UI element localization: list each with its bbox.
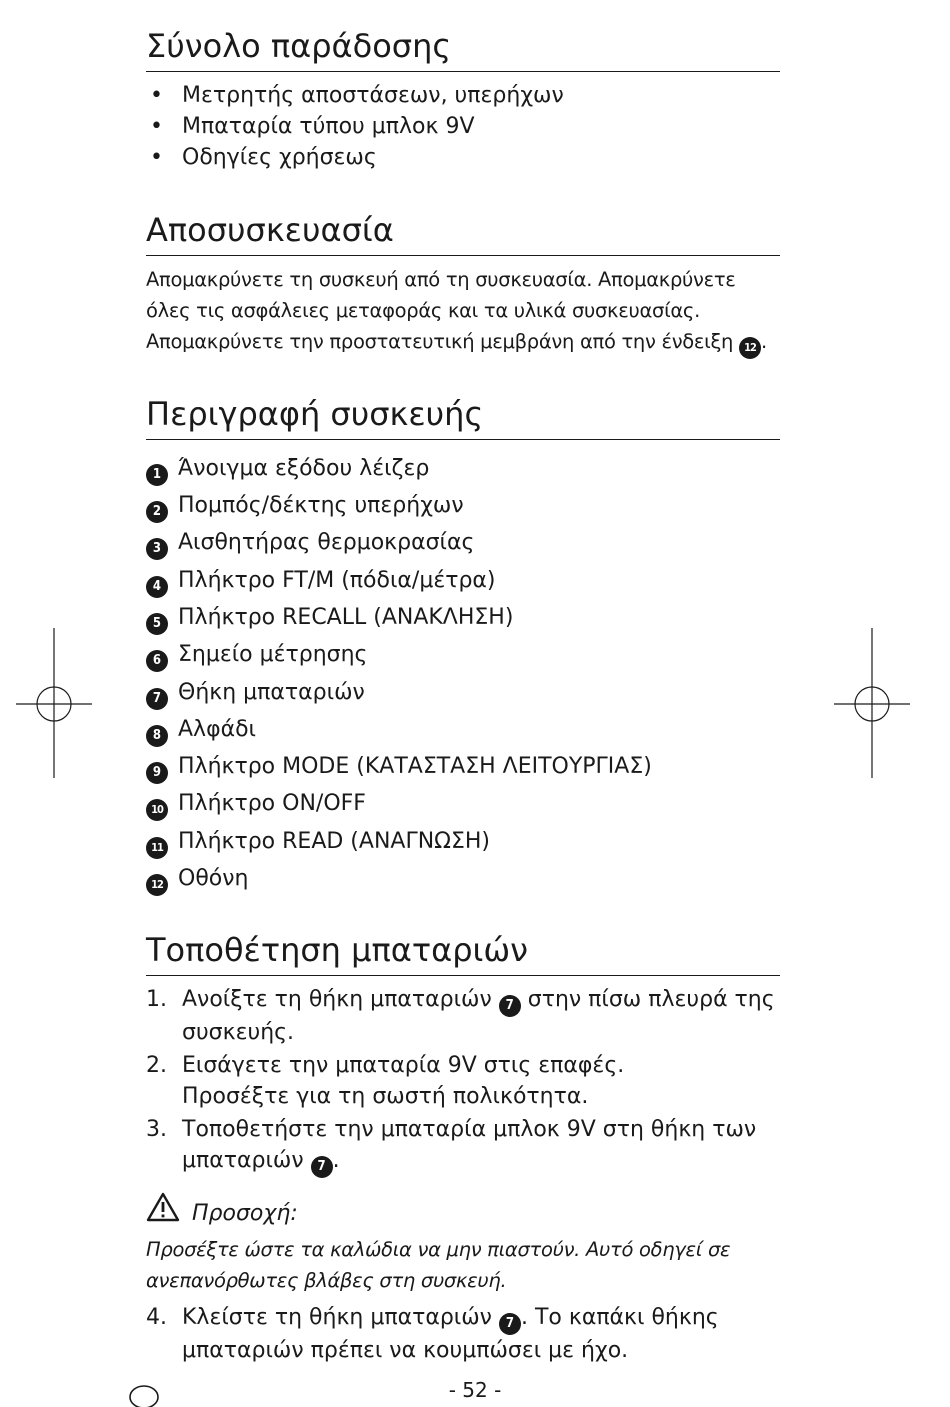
list-item: 11 Πλήκτρο READ (ΑΝΑΓΝΩΣΗ) bbox=[146, 823, 780, 860]
part-number-icon: 8 bbox=[146, 725, 168, 747]
part-number-icon: 1 bbox=[146, 464, 168, 486]
ref-number-icon: 7 bbox=[499, 1313, 521, 1335]
list-item: 1. Ανοίξτε τη θήκη μπαταριών 7 στην πίσω πλευρά της συσκευής. bbox=[146, 986, 775, 1045]
part-number-icon: 5 bbox=[146, 613, 168, 635]
list-item: 9 Πλήκτρο MODE (ΚΑΤΑΣΤΑΣΗ ΛΕΙΤΟΥΡΓΙΑΣ) bbox=[146, 748, 780, 785]
list-item: 6 Σημείο μέτρησης bbox=[146, 636, 780, 673]
warning-box bbox=[146, 1192, 780, 1296]
crop-mark-right-icon bbox=[834, 628, 910, 778]
section-title-description: Περιγραφή συσκευής bbox=[146, 396, 780, 440]
page-number: - 52 - bbox=[448, 1378, 502, 1402]
part-number-icon: 6 bbox=[146, 650, 168, 672]
section-description bbox=[146, 396, 780, 897]
list-item: • Μπαταρία τύπου μπλοκ 9V bbox=[146, 111, 780, 142]
list-item: 5 Πλήκτρο RECALL (ΑΝΑΚΛΗΣΗ) bbox=[146, 599, 780, 636]
list-item: 8 Αλφάδι bbox=[146, 711, 780, 748]
delivery-list bbox=[146, 80, 780, 173]
list-item: 2 Πομπός/δέκτης υπερήχων bbox=[146, 487, 780, 524]
list-item: 4. Κλείστε τη θήκη μπαταριών 7 . Το καπάκι θήκης μπαταριών πρέπει να κουμπώσει με ήχο. bbox=[146, 1305, 719, 1363]
part-number-icon: 11 bbox=[146, 837, 168, 859]
warning-triangle-icon bbox=[146, 1192, 180, 1222]
part-number-icon: 4 bbox=[146, 576, 168, 598]
section-title-battery: Τοποθέτηση μπαταριών bbox=[146, 932, 780, 976]
part-number-icon: 10 bbox=[146, 799, 168, 821]
unpacking-text: Απομακρύνετε τη συσκευή από τη συσκευασία. Απομακρύνετε όλες τις ασφάλειες μεταφοράς και τα υλικά συσκευασίας. Απομακρύνετε την προστατευτική μεμβράνη από την ένδειξη 12 . bbox=[146, 264, 780, 359]
battery-steps bbox=[146, 984, 780, 1178]
list-item: 1 Άνοιγμα εξόδου λέιζερ bbox=[146, 450, 780, 487]
part-number-icon: 2 bbox=[146, 501, 168, 523]
list-item: 3 Αισθητήρας θερμοκρασίας bbox=[146, 524, 780, 561]
ref-number-icon: 7 bbox=[311, 1156, 333, 1178]
part-number-icon: 12 bbox=[146, 874, 168, 896]
section-title-delivery: Σύνολο παράδοσης bbox=[146, 28, 780, 72]
ref-number-icon: 7 bbox=[499, 995, 521, 1017]
bullet-icon: • bbox=[150, 144, 163, 170]
part-number-icon: 3 bbox=[146, 538, 168, 560]
section-unpacking bbox=[146, 212, 780, 359]
list-item: 3. Τοποθετήστε την μπαταρία μπλοκ 9V στη θήκη των μπαταριών 7 . bbox=[146, 1114, 780, 1178]
part-number-icon: 9 bbox=[146, 762, 168, 784]
list-item: • Μετρητής αποστάσεων, υπερήχων bbox=[146, 80, 780, 111]
list-item: 12 Οθόνη bbox=[146, 860, 780, 897]
bullet-icon: • bbox=[150, 113, 163, 139]
list-item: 7 Θήκη μπαταριών bbox=[146, 674, 780, 711]
list-item: 4 Πλήκτρο FT/M (πόδια/μέτρα) bbox=[146, 562, 780, 599]
section-battery bbox=[146, 932, 780, 1180]
list-item: • Οδηγίες χρήσεως bbox=[146, 142, 780, 173]
section-delivery bbox=[146, 28, 780, 173]
list-item: 2. Εισάγετε την μπαταρία 9V στις επαφές. Προσέξτε για τη σωστή πολικότητα. bbox=[146, 1052, 625, 1109]
warning-title: Προσοχή: bbox=[192, 1201, 298, 1226]
warning-text: Προσέξτε ώστε τα καλώδια να μην πιαστούν. Αυτό οδηγεί σε ανεπανόρθωτες βλάβες στη συσκευή. bbox=[146, 1238, 731, 1292]
section-title-unpacking: Αποσυσκευασία bbox=[146, 212, 780, 256]
list-item: 10 Πλήκτρο ON/OFF bbox=[146, 785, 780, 822]
crop-mark-left-icon bbox=[16, 628, 92, 778]
bullet-icon: • bbox=[150, 82, 163, 108]
part-number-icon: 7 bbox=[146, 688, 168, 710]
battery-step-4 bbox=[146, 1302, 780, 1368]
ref-number-icon: 12 bbox=[739, 337, 761, 359]
parts-list bbox=[146, 450, 780, 898]
